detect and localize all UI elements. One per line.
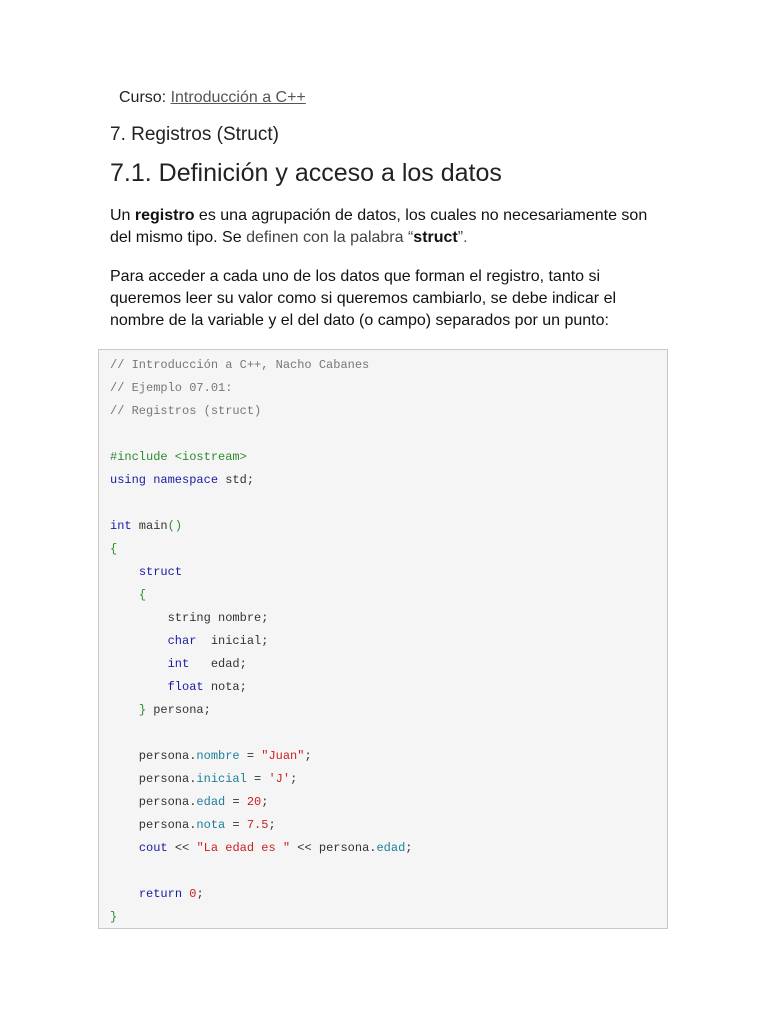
p1-text-3: definen con la palabra “ bbox=[246, 229, 414, 246]
code-line bbox=[110, 699, 413, 722]
code-token: } bbox=[138, 703, 147, 717]
code-token: << persona. bbox=[290, 841, 377, 855]
code-token: edad bbox=[376, 841, 406, 855]
p1-bold-struct: struct bbox=[413, 229, 458, 246]
code-token: = bbox=[225, 795, 247, 809]
code-token bbox=[110, 565, 139, 579]
code-listing bbox=[110, 354, 413, 929]
code-token: persona. bbox=[110, 795, 197, 809]
code-line bbox=[110, 446, 413, 469]
code-token: 0 bbox=[189, 887, 197, 901]
code-token: // Ejemplo 07.01: bbox=[110, 381, 233, 395]
code-token: cout bbox=[138, 841, 168, 855]
code-line bbox=[110, 538, 413, 561]
code-token bbox=[110, 887, 139, 901]
code-token: "La edad es " bbox=[196, 841, 291, 855]
code-token: ; bbox=[261, 795, 269, 809]
code-token: = bbox=[225, 818, 247, 832]
code-token: // Introducción a C++, Nacho Cabanes bbox=[110, 358, 370, 372]
code-line bbox=[110, 722, 413, 745]
code-line bbox=[110, 607, 413, 630]
code-token: { bbox=[110, 542, 118, 556]
code-token: #include <iostream> bbox=[110, 450, 247, 464]
code-token: char bbox=[167, 634, 197, 648]
code-line bbox=[110, 469, 413, 492]
code-token: string nombre; bbox=[110, 611, 269, 625]
code-token: int bbox=[167, 657, 190, 671]
code-token: ; bbox=[304, 749, 312, 763]
code-token: using namespace bbox=[110, 473, 219, 487]
code-token bbox=[110, 841, 139, 855]
code-token bbox=[110, 680, 168, 694]
p1-bold-registro: registro bbox=[134, 207, 195, 224]
code-line bbox=[110, 423, 413, 446]
code-line bbox=[110, 676, 413, 699]
code-line bbox=[110, 515, 413, 538]
code-line bbox=[110, 377, 413, 400]
code-token: () bbox=[167, 519, 183, 533]
code-token: edad bbox=[196, 795, 226, 809]
code-line bbox=[110, 883, 413, 906]
code-line bbox=[110, 354, 413, 377]
code-token: ; bbox=[405, 841, 413, 855]
code-token: ; bbox=[268, 818, 276, 832]
code-token: = bbox=[239, 749, 262, 763]
code-line bbox=[110, 906, 413, 929]
course-line bbox=[119, 89, 306, 107]
code-line bbox=[110, 837, 413, 860]
code-token: return bbox=[138, 887, 183, 901]
p1-text-1: Un bbox=[110, 207, 135, 224]
code-token: } bbox=[110, 910, 118, 924]
code-token bbox=[110, 657, 168, 671]
code-token: std; bbox=[218, 473, 255, 487]
code-line bbox=[110, 561, 413, 584]
p1-text-4: ”. bbox=[457, 229, 468, 246]
code-token: 7.5 bbox=[246, 818, 269, 832]
code-line bbox=[110, 745, 413, 768]
code-line bbox=[110, 630, 413, 653]
code-token: ; bbox=[196, 887, 204, 901]
course-link[interactable]: Introducción a C++ bbox=[170, 89, 306, 106]
code-token: "Juan" bbox=[261, 749, 305, 763]
p1-text-2: es una agrupación de datos, los cuales no necesariamente son del mismo tipo. Se bbox=[110, 207, 648, 246]
code-line bbox=[110, 814, 413, 837]
code-line bbox=[110, 584, 413, 607]
code-token: persona. bbox=[110, 818, 197, 832]
code-token: nota; bbox=[203, 680, 247, 694]
code-token: { bbox=[138, 588, 147, 602]
code-token: main bbox=[131, 519, 168, 533]
code-line bbox=[110, 860, 413, 883]
chapter-title: 7. Registros (Struct) bbox=[110, 124, 279, 145]
code-line bbox=[110, 791, 413, 814]
code-token bbox=[110, 703, 139, 717]
code-token: persona. bbox=[110, 772, 197, 786]
paragraph-access: Para acceder a cada uno de los datos que forman el registro, tanto si queremos leer su valor como si queremos cambiarlo, se debe indicar el nombre de la variable y el del dato (o campo) separados por un punto: bbox=[110, 268, 617, 329]
code-line bbox=[110, 400, 413, 423]
code-token bbox=[110, 634, 168, 648]
code-token: inicial bbox=[196, 772, 247, 786]
code-token: << bbox=[167, 841, 197, 855]
section-title: 7.1. Definición y acceso a los datos bbox=[110, 159, 502, 187]
code-token: = bbox=[246, 772, 269, 786]
code-token: nota bbox=[196, 818, 226, 832]
code-token: persona. bbox=[110, 749, 197, 763]
code-token: edad; bbox=[189, 657, 247, 671]
code-token: // Registros (struct) bbox=[110, 404, 262, 418]
course-label: Curso: bbox=[119, 89, 167, 106]
code-line bbox=[110, 768, 413, 791]
code-token: 'J' bbox=[268, 772, 291, 786]
code-token: persona; bbox=[146, 703, 211, 717]
paragraph-definition bbox=[110, 205, 670, 249]
code-token: inicial; bbox=[196, 634, 269, 648]
code-line bbox=[110, 492, 413, 515]
code-token: 20 bbox=[246, 795, 262, 809]
code-token: struct bbox=[138, 565, 183, 579]
code-block bbox=[98, 349, 668, 929]
code-token: int bbox=[110, 519, 132, 533]
code-token: float bbox=[167, 680, 204, 694]
code-token: nombre bbox=[196, 749, 240, 763]
code-token bbox=[110, 588, 139, 602]
code-token: ; bbox=[290, 772, 298, 786]
code-line bbox=[110, 653, 413, 676]
